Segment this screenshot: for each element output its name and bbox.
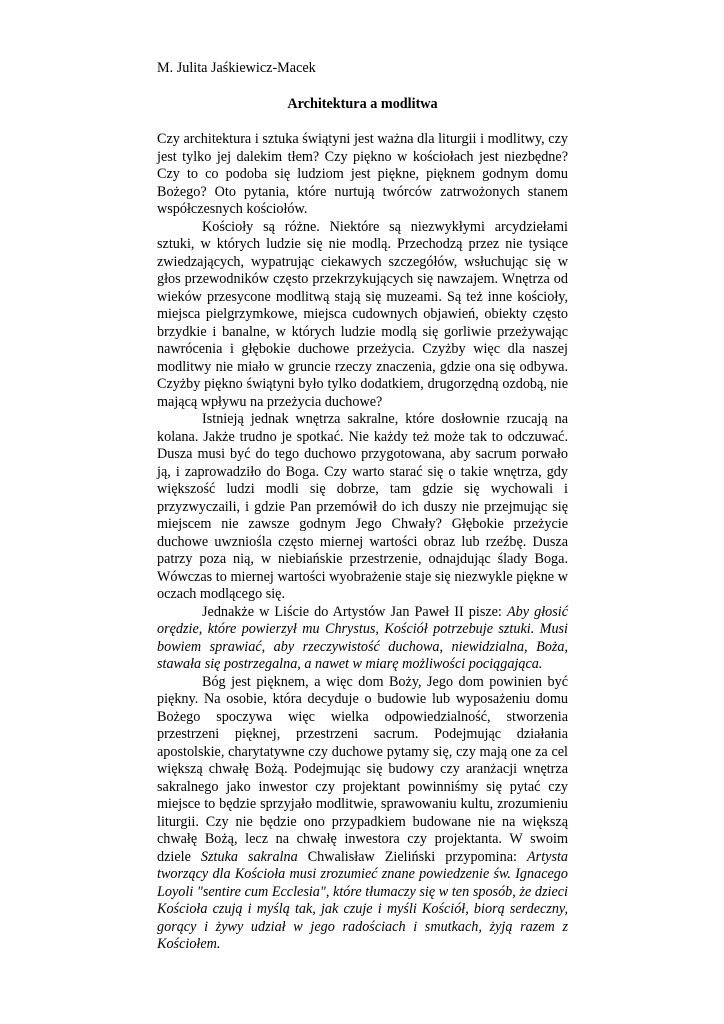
john-paul-quote: Aby głosić orędzie, które powierzył mu Chrystus, Kościół potrzebuje sztuki. Musi bowiem sprawiać, aby rzeczywistość duchowa, niewidzialna, Boża, stawała się postrzegalna, a nawet w miarę możliwości pociągająca. [157, 603, 568, 672]
document-title: Architektura a modlitwa [287, 95, 438, 112]
book-title: Sztuka sakralna [200, 848, 298, 865]
paragraph-4-intro: Jednakże w Liście do Artystów Jan Paweł II pisze: [202, 603, 507, 620]
document-page [157, 60, 568, 954]
paragraph-3: Istnieją jednak wnętrza sakralne, które dosłownie rzucają na kolana. Jakże trudno je spotkać. Nie każdy też może tak to odczuwać. Dusza musi być do tego duchowo przygotowana, aby sacrum porwało ją, i zaprowadziło do Boga. Czy warto starać się o takie wnętrza, gdy większość ludzi modli się dobrze, tam gdzie się wychowali i przyzwyczaili, i gdzie Pan przemówił do ich duszy nie przejmując się miejscem nie zawsze godnym Jego Chwały? Głębokie przeżycie duchowe uwzniośla często miernej wartości obraz lub rzeźbę. Dusza patrzy poza nią, w niebiańskie przestrzenie, odnajdując ślady Boga. Wówczas to miernej wartości wyobrażenie staje się niezwykle piękne w oczach modlącego się. [157, 411, 568, 602]
paragraph-1: Czy architektura i sztuka świątyni jest ważna dla liturgii i modlitwy, czy jest tylko jej dalekim tłem? Czy piękno w kościołach jest niezbędne? Czy to co podoba się ludziom jest piękne, pięknem godnym domu Bożego? Oto pytania, które nurtują twórców zatrwożonych stanem współczesnych kościołów. [157, 131, 568, 217]
author-line: M. Julita Jaśkiewicz-Macek [157, 60, 316, 76]
paragraph-4 [157, 604, 568, 674]
paragraph-5 [157, 674, 568, 954]
zielinski-quote: Artysta tworzący dla Kościoła musi zrozumieć znane powiedzenie św. Ignacego Loyoli "sentire cum Ecclesia", które tłumaczy się w ten sposób, że dzieci Kościoła czują i myślą tak, jak czuje i myśli Kościół, biorą serdeczny, gorący i żywy udział w jego radościach i smutkach, żyją razem z Kościołem. [157, 848, 568, 952]
paragraph-5-text: Bóg jest pięknem, a więc dom Boży, Jego dom powinien być piękny. Na osobie, która decyduje o budowie lub wyposażeniu domu Bożego spoczywa więc wielka odpowiedzialność, stworzenia przestrzeni pięknej, przestrzeni sacrum. Podejmując działania apostolskie, charytatywne czy duchowe pytamy się, czy mają one za cel większą chwałę Bożą. Podejmując się budowy czy aranżacji wnętrza sakralnego jako inwestor czy projektant powinniśmy się pytać czy miejsce to będzie sprzyjało modlitwie, sprawowaniu kultu, zrozumieniu liturgii. Czy nie będzie ono przypadkiem budowane nie na większą chwałę Bożą, lecz na chwałę inwestora czy projektanta. W swoim dziele [157, 673, 568, 865]
paragraph-5-mid: Chwalisław Zieliński przypomina: [297, 848, 528, 865]
paragraph-2: Kościoły są różne. Niektóre są niezwykłymi arcydziełami sztuki, w których ludzie się nie modlą. Przechodzą przez nie tysiące zwiedzających, wypatrując ciekawych szczegółów, wsłuchując się w głos przewodników często przekrzykujących się nawzajem. Wnętrza od wieków przesycone modlitwą stają się muzeami. Są też inne kościoły, miejsca pielgrzymkowe, miejsca cudownych objawień, obiekty często brzydkie i banalne, w których ludzie modlą się gorliwie przeżywając nawrócenia i głębokie duchowe przeżycia. Czyżby więc dla naszej modlitwy nie miało w gruncie rzeczy znaczenia, gdzie ona się odbywa. Czyżby piękno świątyni było tylko dodatkiem, drugorzędną ozdobą, nie mającą wpływu na przeżycia duchowe? [157, 218, 568, 410]
